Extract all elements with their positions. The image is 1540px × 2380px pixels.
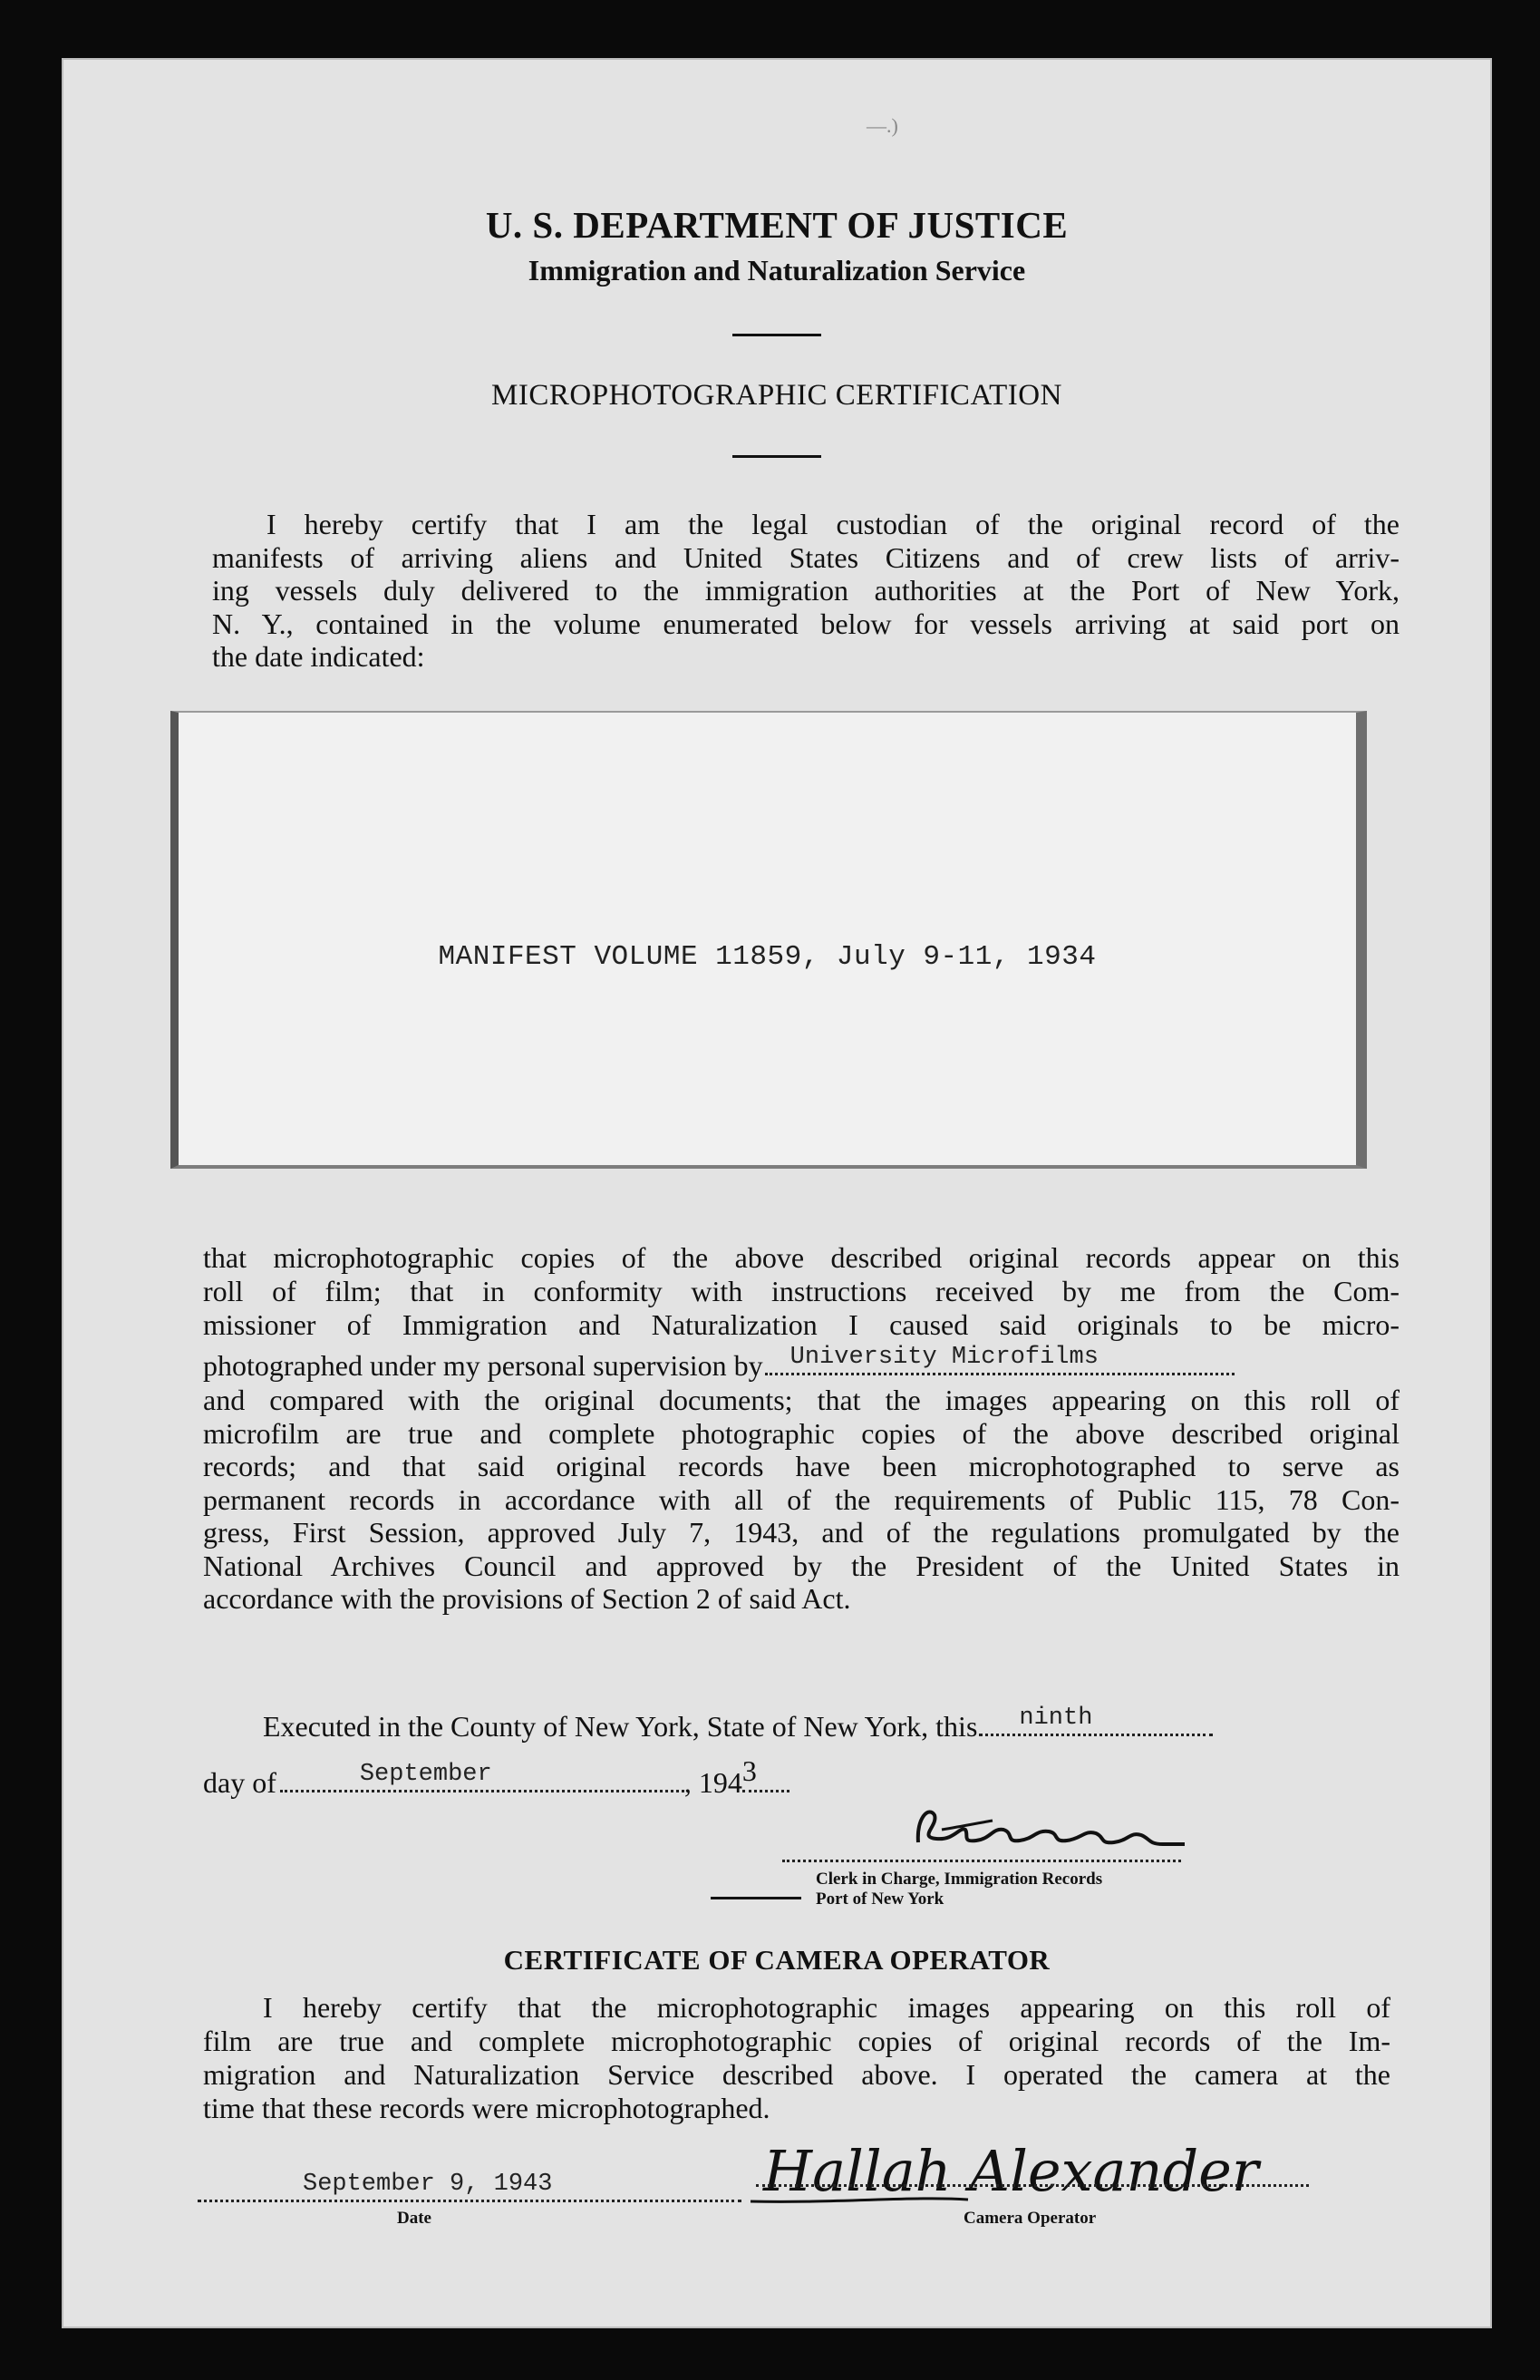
camera-line: time that these records were microphotographed. xyxy=(203,2092,770,2124)
operator-signature-icon xyxy=(751,2131,1312,2212)
body-line: records; and that said original records have been microphotographed to serve as xyxy=(203,1450,1400,1482)
month-value: September xyxy=(359,1761,492,1788)
body-line: National Archives Council and approved by the President of the United States in xyxy=(203,1549,1400,1582)
page-title: MICROPHOTOGRAPHIC CERTIFICATION xyxy=(491,379,1062,412)
divider-title xyxy=(732,455,821,458)
certificate-page xyxy=(62,58,1492,2328)
camera-operator-signature xyxy=(751,2131,1312,2212)
divider-bottom xyxy=(711,1897,801,1899)
execution-day-blank xyxy=(979,1705,1213,1736)
camera-line: I hereby certify that the microphotographic images appearing on this roll of xyxy=(263,1991,1390,2024)
body-paragraph-a xyxy=(203,1241,1400,1342)
corner-mark: —.) xyxy=(867,114,898,137)
record-insert-slip xyxy=(170,711,1367,1169)
date-label: Date xyxy=(397,2209,431,2228)
intro-line: N. Y., contained in the volume enumerated below for vessels arriving at said port on xyxy=(212,607,1400,640)
supervision-blank xyxy=(765,1344,1235,1375)
service-subheading: Immigration and Naturalization Service xyxy=(528,254,1026,287)
camera-date-value: September 9, 1943 xyxy=(303,2171,553,2198)
camera-line: film are true and complete microphotographic copies of original records of the Im- xyxy=(203,2025,1390,2057)
body-line: accordance with the provisions of Section 2 of said Act. xyxy=(203,1582,851,1615)
divider-top xyxy=(732,334,821,336)
year-value: 3 xyxy=(741,1754,757,1787)
clerk-title-line: Port of New York xyxy=(816,1889,944,1909)
intro-line: I hereby certify that I am the legal custodian of the original record of the xyxy=(266,508,1400,540)
body-line: and compared with the original documents; that the images appearing on this roll of xyxy=(203,1384,1400,1416)
body-line: permanent records in accordance with all of the requirements of Public 115, 78 Con- xyxy=(203,1482,1400,1516)
supervision-filled-value: University Microfilms xyxy=(789,1344,1099,1371)
body-paragraph-b xyxy=(203,1384,1400,1616)
year-prefix: , 194 xyxy=(683,1766,742,1799)
body-line: microfilm are true and complete photographic copies of the above described original xyxy=(203,1416,1400,1450)
operator-signature-line xyxy=(756,2184,1309,2187)
intro-line: manifests of arriving aliens and United States Citizens and of crew lists of arriv- xyxy=(212,540,1400,574)
body-line: roll of film; that in conformity with instructions received by me from the Com- xyxy=(203,1275,1400,1307)
body-line: that microphotographic copies of the above described original records appear on this xyxy=(203,1241,1400,1274)
body-line: gress, First Session, approved July 7, 1943, and of the regulations promulgated by the xyxy=(203,1516,1400,1549)
camera-line: migration and Naturalization Service described above. I operated the camera at the xyxy=(203,2058,1390,2091)
body-line: missioner of Immigration and Naturalization I caused said originals to be micro- xyxy=(203,1308,1400,1341)
clerk-title-line: Clerk in Charge, Immigration Records xyxy=(816,1870,1103,1889)
day-of-label: day of xyxy=(203,1766,276,1799)
clerk-signature xyxy=(782,1790,1235,1862)
intro-paragraph xyxy=(212,508,1400,674)
operator-label: Camera Operator xyxy=(964,2209,1097,2228)
execution-prefix: Executed in the County of New York, State of New York, this xyxy=(263,1710,978,1743)
execution-line xyxy=(263,1705,1213,1744)
operator-signature-text: Hallah Alexander xyxy=(763,2138,1259,2204)
clerk-signature-line xyxy=(782,1860,1181,1862)
execution-day-value: ninth xyxy=(1019,1705,1093,1732)
month-blank xyxy=(280,1761,684,1792)
supervision-line xyxy=(203,1344,1400,1383)
clerk-title xyxy=(816,1870,1102,1909)
intro-line: ing vessels duly delivered to the immigration authorities at the Port of New York, xyxy=(212,574,1400,607)
date-line xyxy=(203,1754,789,1800)
supervision-prefix: photographed under my personal supervision by xyxy=(203,1349,763,1382)
department-heading: U. S. DEPARTMENT OF JUSTICE xyxy=(485,204,1069,246)
camera-certificate-paragraph xyxy=(203,1991,1390,2125)
clerk-signature-icon xyxy=(782,1790,1235,1862)
intro-line: the date indicated: xyxy=(212,640,425,673)
record-insert-text: MANIFEST VOLUME 11859, July 9-11, 1934 xyxy=(438,941,1097,973)
date-signature-line xyxy=(198,2171,741,2202)
camera-certificate-title: CERTIFICATE OF CAMERA OPERATOR xyxy=(503,1944,1051,1976)
